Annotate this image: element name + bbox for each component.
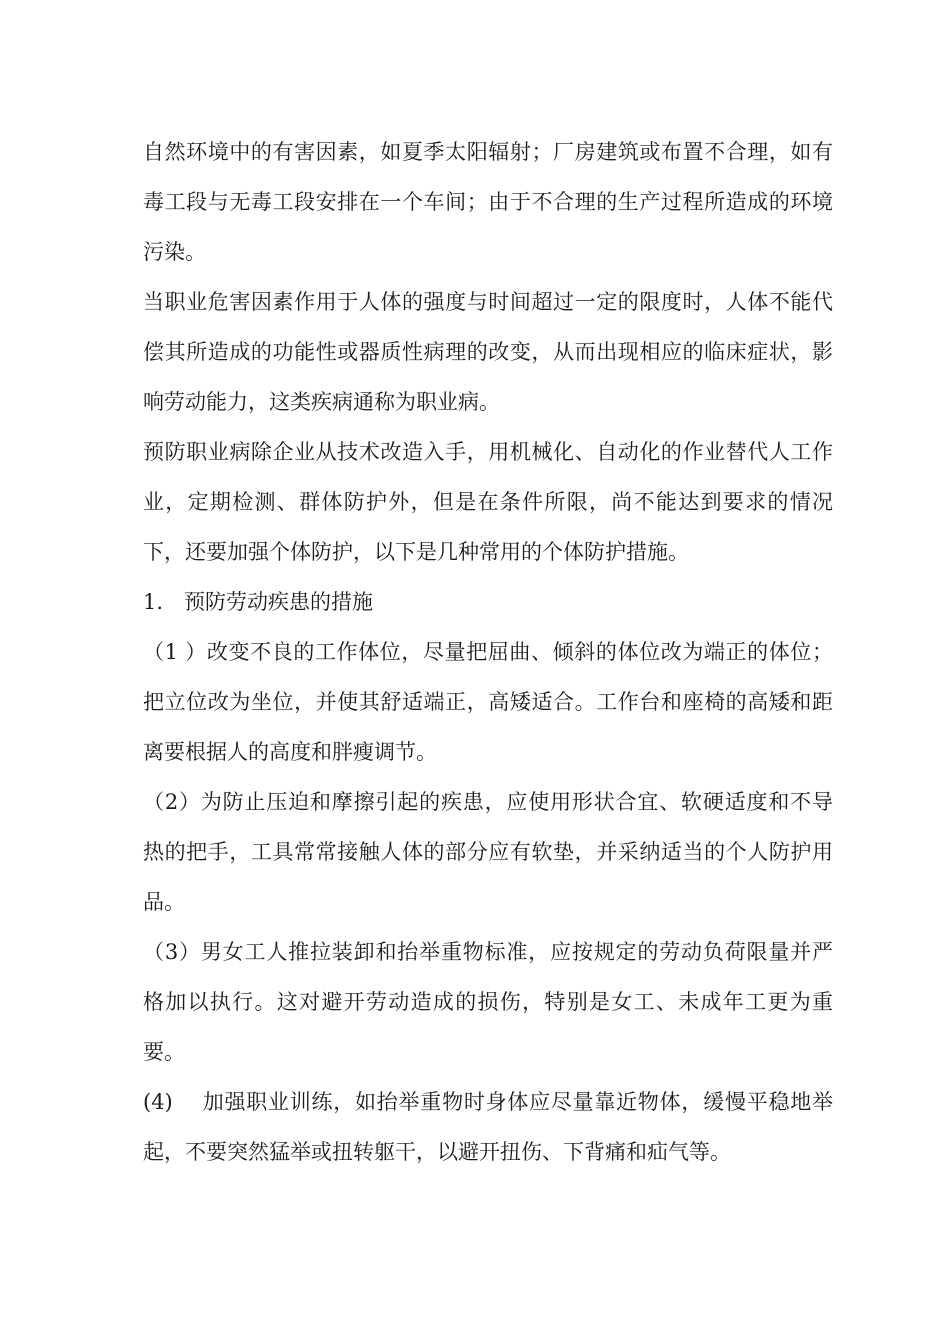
- heading-line: 1. 预防劳动疾患的措施: [143, 590, 374, 614]
- text-line: 热的把手，工具常常接触人体的部分应有软垫，并采纳适当的个人防护用: [143, 840, 833, 864]
- text-line: （3）男女工人推拉装卸和抬举重物标准，应按规定的劳动负荷限量并严: [143, 940, 833, 964]
- text-line: 预防职业病除企业从技术改造入手，用机械化、自动化的作业替代人工作: [143, 440, 833, 464]
- text-line: 当职业危害因素作用于人体的强度与时间超过一定的限度时，人体不能代: [143, 290, 833, 314]
- text-line: 偿其所造成的功能性或器质性病理的改变，从而出现相应的临床症状，影: [143, 340, 833, 364]
- paragraph-occupational-disease-definition: [143, 277, 833, 427]
- text-line: 品。: [143, 890, 185, 914]
- paragraph-prevention-intro: [143, 427, 833, 577]
- text-line: 要。: [143, 1040, 185, 1064]
- text-line: （1 ）改变不良的工作体位，尽量把屈曲、倾斜的体位改为端正的体位；: [143, 640, 833, 664]
- text-line: 响劳动能力，这类疾病通称为职业病。: [143, 390, 500, 414]
- text-line: 格加以执行。这对避开劳动造成的损伤，特别是女工、未成年工更为重: [143, 990, 833, 1014]
- list-item-3: [143, 927, 833, 1077]
- text-line: 自然环境中的有害因素，如夏季太阳辐射；厂房建筑或布置不合理，如有: [143, 140, 833, 164]
- text-line: (4) 加强职业训练，如抬举重物时身体应尽量靠近物体，缓慢平稳地举: [143, 1090, 833, 1114]
- document-body: [143, 127, 833, 1177]
- text-line: 污染。: [143, 240, 206, 264]
- list-item-2: [143, 777, 833, 927]
- list-item-1: [143, 627, 833, 777]
- paragraph-environment-hazards: [143, 127, 833, 277]
- text-line: 业，定期检测、群体防护外，但是在条件所限，尚不能达到要求的情况: [143, 490, 833, 514]
- text-line: 离要根据人的高度和胖瘦调节。: [143, 740, 437, 764]
- text-line: 下，还要加强个体防护，以下是几种常用的个体防护措施。: [143, 540, 689, 564]
- text-line: 把立位改为坐位，并使其舒适端正，高矮适合。工作台和座椅的高矮和距: [143, 690, 833, 714]
- text-line: 毒工段与无毒工段安排在一个车间；由于不合理的生产过程所造成的环境: [143, 190, 833, 214]
- text-line: 起，不要突然猛举或扭转躯干，以避开扭伤、下背痛和疝气等。: [143, 1140, 731, 1164]
- section-heading: [143, 577, 833, 627]
- list-item-4: [143, 1077, 833, 1177]
- text-line: （2）为防止压迫和摩擦引起的疾患，应使用形状合宜、软硬适度和不导: [143, 790, 833, 814]
